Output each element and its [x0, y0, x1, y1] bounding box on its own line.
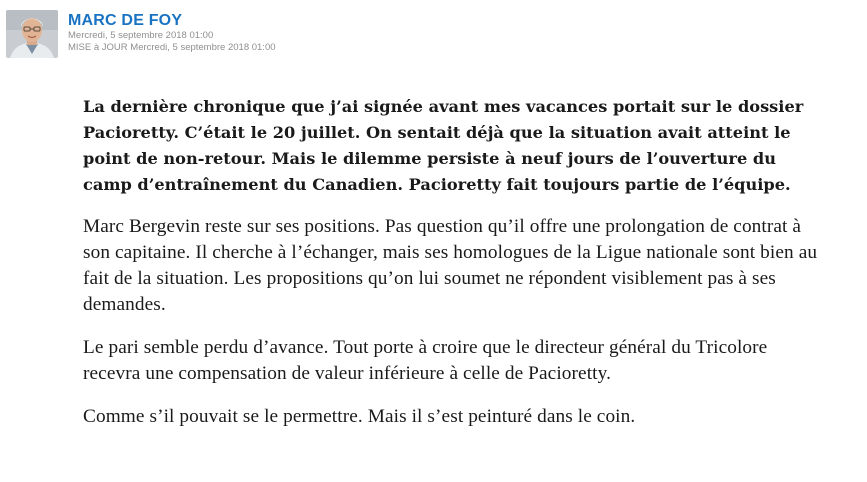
byline-text [68, 10, 276, 54]
author-photo [6, 10, 58, 58]
author-avatar[interactable] [6, 10, 58, 58]
article-paragraph: Comme s’il pouvait se le permettre. Mais il s’est peinturé dans le coin. [83, 406, 636, 427]
article-paragraph: Le pari semble perdu d’avance. Tout porte à croire que le directeur général du Tricolore recevra une compensation de valeur inférieure à celle de Pacioretty. [83, 337, 768, 384]
article-lead: La dernière chronique que j’ai signée avant mes vacances portait sur le dossier Pacioretty. C’était le 20 juillet. On sentait déjà que la situation avait atteint le point de non-retour. Mais le dilemme persiste à neuf jours de l’ouverture du camp d’entraînement du Canadien. Pacioretty fait toujours partie de l’équipe. [83, 97, 804, 194]
updated-date: MISE à JOUR Mercredi, 5 septembre 2018 01:00 [68, 42, 276, 53]
author-byline [6, 10, 276, 62]
author-name[interactable]: MARC DE FOY [68, 12, 183, 29]
article-body [83, 94, 823, 447]
published-date: Mercredi, 5 septembre 2018 01:00 [68, 30, 214, 41]
article-paragraph: Marc Bergevin reste sur ses positions. Pas question qu’il offre une prolongation de contrat à son capitaine. Il cherche à l’échanger, mais ses homologues de la Ligue nationale sont bien au fait de la situation. Les propositions qu’on lui soumet ne répondent visiblement pas à ses demandes. [83, 216, 818, 315]
